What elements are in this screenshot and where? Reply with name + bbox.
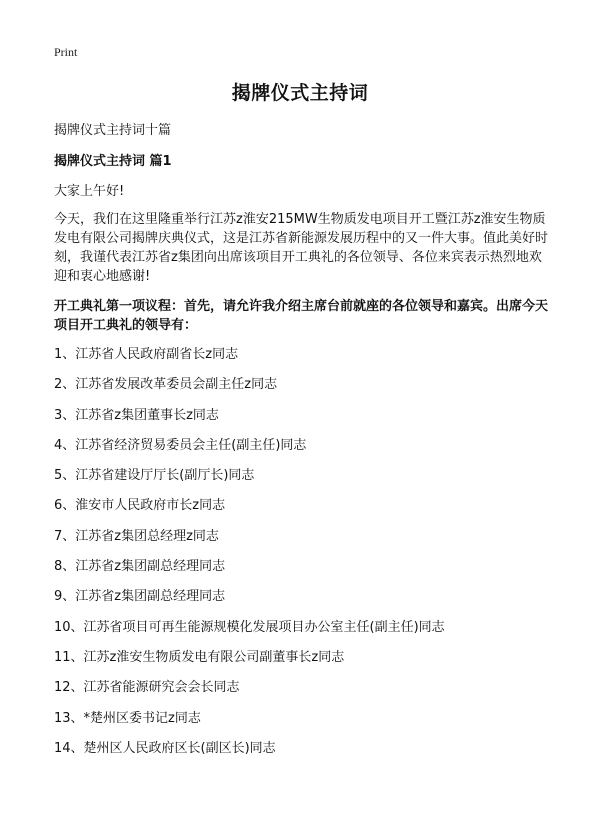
list-item: 11、江苏z淮安生物质发电有限公司副董事长z同志 <box>54 649 345 665</box>
list-item: 5、江苏省建设厅厅长(副厅长)同志 <box>54 468 255 484</box>
section-heading: 揭牌仪式主持词 篇1 <box>54 154 172 169</box>
leader-list <box>54 346 445 770</box>
list-item: 1、江苏省人民政府副省长z同志 <box>54 347 239 362</box>
intro-paragraph: 今天，我们在这里隆重举行江苏z淮安215MW生物质发电项目开工暨江苏z淮安生物质发电有限公司揭牌庆典仪式，这是江苏省新能源发展历程中的又一件大事。值此美好时刻，我谨代表江苏省z集团向出席该项目开工典礼的各位领导、各位来宾表示热烈地欢迎和衷心地感谢! <box>54 212 549 284</box>
print-link[interactable]: Print <box>54 45 78 59</box>
list-item: 7、江苏省z集团总经理z同志 <box>54 528 219 544</box>
list-item: 14、楚州区人民政府区长(副区长)同志 <box>54 740 276 756</box>
list-item: 4、江苏省经济贸易委员会主任(副主任)同志 <box>54 437 307 453</box>
list-item: 8、江苏省z集团副总经理同志 <box>54 559 226 575</box>
page-title: 揭牌仪式主持词 <box>231 82 369 104</box>
list-item: 13、*楚州区委书记z同志 <box>54 710 201 726</box>
document-subtitle: 揭牌仪式主持词十篇 <box>54 123 172 138</box>
agenda-paragraph: 开工典礼第一项议程：首先，请允许我介绍主席台前就座的各位领导和嘉宾。出席今天项目开工典礼的领导有： <box>54 299 549 333</box>
list-item: 3、江苏省z集团董事长z同志 <box>54 407 219 423</box>
list-item: 12、江苏省能源研究会会长同志 <box>54 680 240 696</box>
list-item: 9、江苏省z集团副总经理同志 <box>54 589 226 605</box>
list-item: 2、江苏省发展改革委员会副主任z同志 <box>54 377 278 393</box>
list-item: 6、淮安市人民政府市长z同志 <box>54 498 226 514</box>
greeting-text: 大家上午好! <box>54 184 125 199</box>
list-item: 10、江苏省项目可再生能源规模化发展项目办公室主任(副主任)同志 <box>54 619 445 635</box>
